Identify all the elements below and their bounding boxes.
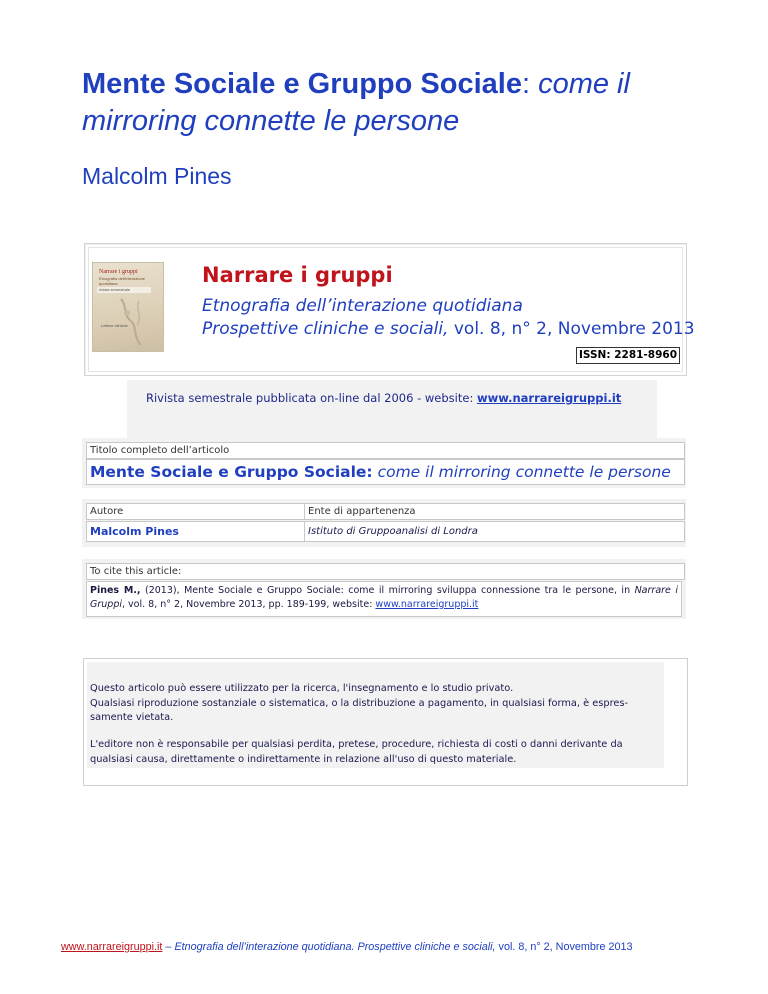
- cite-text-1: (2013), Mente Sociale e Gruppo Sociale: come il mirroring sviluppa connessione tra le persone, in: [140, 585, 635, 596]
- cite-author: Pines M.,: [90, 585, 141, 596]
- article-title: [86, 459, 685, 485]
- article-title-bold: Mente Sociale e Gruppo Sociale:: [90, 463, 373, 481]
- cover-bar: rivista semestrale: [97, 287, 151, 293]
- notice-p2-line-2: qualsiasi causa, direttamente o indirettamente in relazione all'uso di questo materiale.: [90, 753, 517, 765]
- footer-dash: –: [162, 941, 175, 953]
- cite-label: To cite this article:: [86, 563, 685, 580]
- document-title-colon: :: [521, 68, 531, 100]
- footer-website-link[interactable]: www.narrareigruppi.it: [61, 941, 163, 953]
- notice-p1-line-3: samente vietata.: [90, 712, 174, 723]
- cite-text-2: , vol. 8, n° 2, Novembre 2013, pp. 189-199, website:: [122, 599, 376, 610]
- journal-volume-line: [202, 319, 695, 339]
- citation-text: [86, 581, 682, 617]
- article-author: Malcolm Pines: [86, 521, 305, 542]
- journal-series: Prospettive cliniche e sociali,: [202, 319, 449, 339]
- author-label: Autore: [86, 503, 305, 520]
- rivista-line: [146, 391, 621, 405]
- article-title-label: Titolo completo dell’articolo: [86, 442, 685, 459]
- footer-volume: vol. 8, n° 2, Novembre 2013: [495, 941, 633, 953]
- document-author: Malcolm Pines: [82, 163, 232, 189]
- cite-website-link[interactable]: www.narrareigruppi.it: [375, 599, 479, 610]
- notice-p2-line-1: L'editore non è responsabile per qualsiasi perdita, pretese, procedure, richiesta di costi o danni derivante da: [90, 739, 623, 750]
- page-footer: [61, 941, 633, 953]
- journal-cover-image: [92, 262, 164, 352]
- rivista-band: [127, 380, 657, 446]
- document-title-bold: Mente Sociale e Gruppo Sociale: [82, 68, 522, 100]
- document-title: [82, 66, 722, 140]
- journal-name: Narrare i gruppi: [202, 263, 393, 287]
- notice-p1-line-1: Questo articolo può essere utilizzato per la ricerca, l'insegnamento e lo studio privato.: [90, 683, 514, 694]
- footer-journal-italic: Etnografia dell’interazione quotidiana. Prospettive cliniche e sociali,: [174, 941, 496, 953]
- issn-badge: ISSN: 2281-8960: [576, 347, 680, 364]
- notice-paragraph-2: [90, 738, 670, 767]
- notice-p1-line-2: Qualsiasi riproduzione sostanziale o sistematica, o la distribuzione a pagamento, in qualsiasi forma, è espres-: [90, 697, 629, 709]
- journal-volume: vol. 8, n° 2, Novembre 2013: [448, 319, 695, 339]
- cover-mid-text: Lettere cliniche: [101, 323, 128, 328]
- journal-subtitle: [202, 296, 523, 316]
- article-ente: Istituto di Gruppoanalisi di Londra: [304, 521, 685, 542]
- cover-title: Narrare i gruppi: [99, 269, 138, 275]
- document-title-italic: come il mirroring connette le persone: [82, 68, 630, 137]
- cover-subtitle: Etnografia dell'interazione quotidiana: [99, 276, 145, 286]
- article-title-italic: come il mirroring connette le persone: [372, 463, 671, 481]
- journal-subtitle-text: Etnografia dell’interazione quotidiana: [202, 296, 523, 316]
- cover-figure-icon: [113, 295, 153, 349]
- rivista-text: Rivista semestrale pubblicata on-line dal 2006 - website:: [146, 391, 477, 405]
- ente-label: Ente di appartenenza: [304, 503, 685, 520]
- cite-journal: Narrare i Gruppi: [90, 585, 678, 610]
- notice-paragraph-1: [90, 682, 670, 726]
- rivista-website-link[interactable]: www.narrareigruppi.it: [476, 391, 622, 405]
